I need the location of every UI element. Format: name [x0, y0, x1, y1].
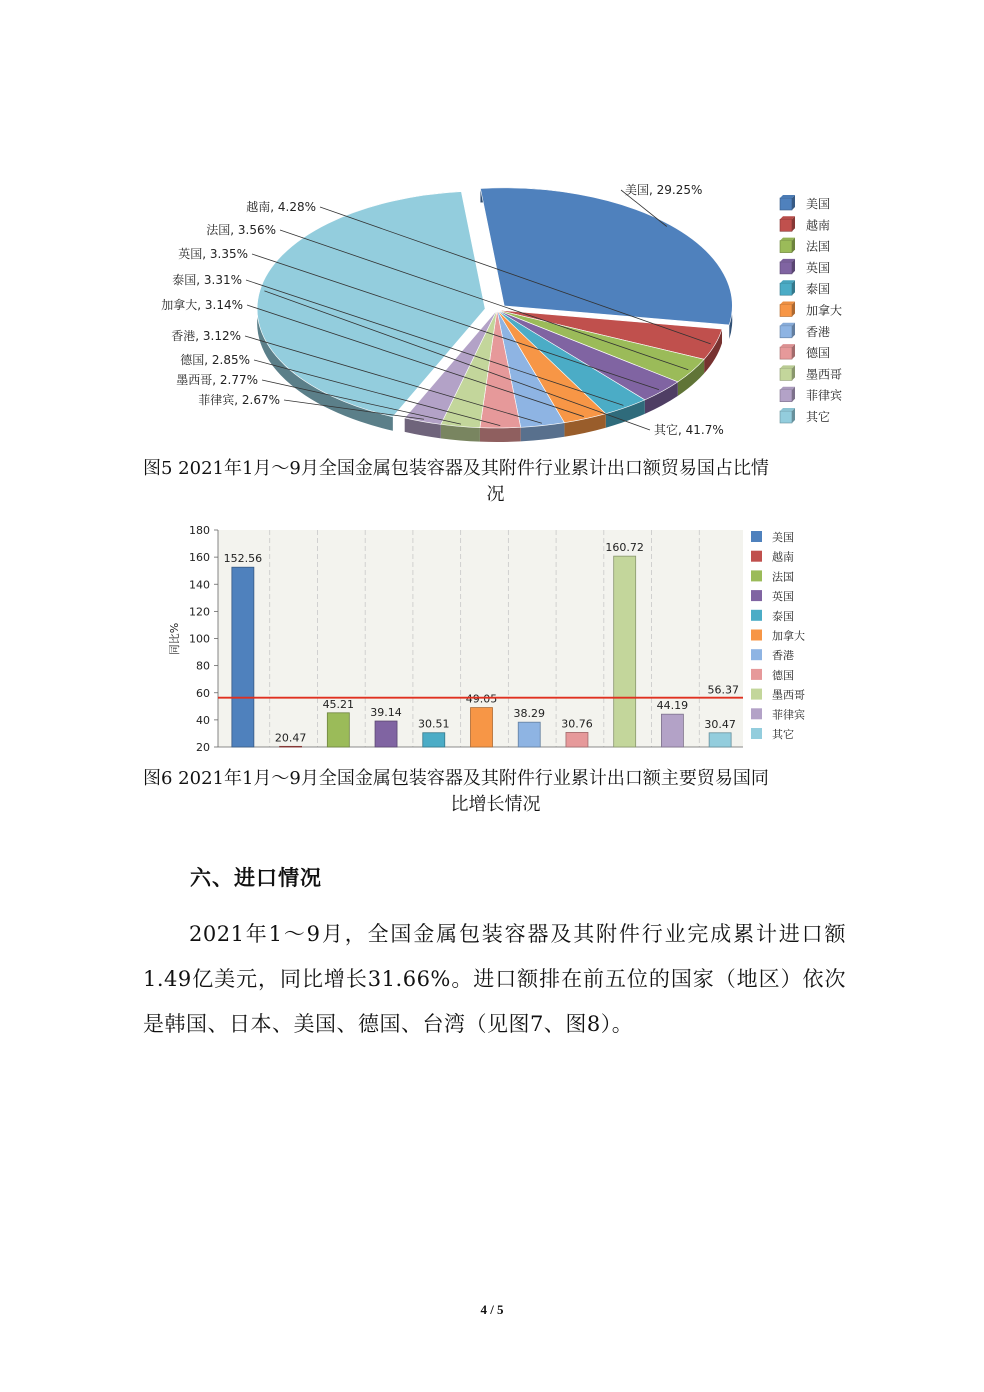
legend-swatch	[780, 198, 792, 210]
bar	[327, 713, 349, 747]
figure-6-caption	[143, 766, 848, 818]
bar-value-label: 30.47	[704, 717, 736, 731]
legend-label: 德国	[772, 668, 794, 682]
bar-value-label: 38.29	[513, 707, 545, 721]
pie-slice	[480, 188, 732, 325]
bar-chart	[160, 522, 850, 757]
pie-data-label: 越南, 4.28%	[246, 200, 316, 214]
section-heading: 六、进口情况	[190, 866, 322, 890]
y-tick-label: 180	[189, 524, 210, 537]
y-tick-label: 100	[189, 632, 210, 646]
legend-swatch	[751, 708, 762, 719]
pie-data-label: 美国, 29.25%	[625, 183, 703, 197]
bar-value-label: 45.21	[322, 697, 355, 711]
figure-6-caption-line2: 比增长情况	[450, 794, 541, 815]
pie-data-label: 泰国, 3.31%	[172, 273, 242, 287]
legend-swatch	[780, 347, 792, 359]
bar	[375, 721, 397, 747]
legend-swatch	[751, 551, 762, 562]
pie-data-label: 菲律宾, 2.67%	[198, 393, 280, 407]
bar	[661, 714, 683, 747]
legend-label: 菲律宾	[772, 708, 805, 722]
bar	[423, 733, 445, 747]
legend-swatch	[780, 326, 792, 338]
legend-label: 法国	[806, 239, 831, 254]
y-tick-label: 80	[196, 659, 210, 673]
y-tick-label: 140	[189, 578, 210, 592]
legend-label: 泰国	[806, 282, 831, 297]
figure-5-caption	[143, 456, 848, 508]
pie-data-label: 墨西哥, 2.77%	[176, 373, 258, 387]
legend-swatch	[780, 262, 792, 274]
pie-data-label: 法国, 3.56%	[206, 223, 276, 237]
legend-swatch	[780, 219, 792, 231]
legend-label: 菲律宾	[806, 388, 843, 403]
legend-swatch	[780, 411, 792, 423]
figure-5-caption-line1: 图5 2021年1月～9月全国金属包装容器及其附件行业累计出口额贸易国占比情	[143, 458, 769, 479]
bar-value-label: 30.76	[561, 717, 593, 731]
legend-label: 加拿大	[772, 629, 805, 643]
legend-label: 英国	[772, 590, 794, 604]
figure-6-caption-line1: 图6 2021年1月～9月全国金属包装容器及其附件行业累计出口额主要贸易国同	[143, 768, 769, 789]
page-number: 4 / 5	[480, 1302, 504, 1317]
bar-value-label: 39.14	[370, 706, 402, 720]
legend-swatch	[751, 689, 762, 700]
pie-data-label: 其它, 41.7%	[654, 423, 724, 437]
legend-swatch	[780, 390, 792, 402]
bar-value-label: 152.56	[223, 552, 263, 566]
section-paragraph: 2021年1～9月，全国金属包装容器及其附件行业完成累计进口额1.49亿美元，同比增长31.66%。进口额排在前五位的国家（地区）依次是韩国、日本、美国、德国、台湾（见图7、图8）。	[143, 922, 846, 1036]
legend-swatch	[780, 368, 792, 380]
legend-label: 泰国	[772, 609, 794, 623]
legend-label: 其它	[772, 728, 794, 741]
legend-label: 越南	[806, 218, 831, 233]
pie-data-label: 英国, 3.35%	[178, 247, 248, 261]
legend-label: 香港	[806, 324, 831, 339]
legend-label: 墨西哥	[772, 688, 805, 702]
legend-label: 德国	[806, 346, 831, 361]
bar	[232, 567, 254, 747]
y-tick-label: 40	[196, 713, 210, 727]
figure-5-caption-line2: 况	[486, 484, 505, 505]
legend-swatch	[751, 610, 762, 621]
legend-swatch	[780, 283, 792, 295]
legend-swatch	[751, 728, 762, 739]
bar	[614, 556, 636, 747]
bar	[566, 732, 588, 747]
bar	[280, 746, 302, 747]
pie-chart	[150, 170, 870, 450]
bar-value-label: 20.47	[274, 731, 307, 745]
bar	[471, 708, 493, 747]
y-tick-label: 160	[189, 551, 210, 565]
y-tick-label: 120	[189, 605, 210, 619]
pie-data-label: 加拿大, 3.14%	[161, 298, 243, 312]
bar-value-label: 49.05	[465, 692, 498, 706]
legend-label: 加拿大	[806, 303, 843, 318]
legend-label: 英国	[806, 260, 831, 275]
legend-swatch	[751, 570, 762, 581]
pie-data-label: 德国, 2.85%	[180, 353, 250, 367]
y-tick-label: 20	[196, 741, 210, 754]
bar	[518, 722, 540, 747]
legend-label: 香港	[772, 649, 794, 663]
reference-line-label: 56.37	[707, 683, 739, 697]
y-tick-label: 60	[196, 686, 210, 700]
pie-data-label: 香港, 3.12%	[171, 329, 241, 343]
pie-slice-side	[480, 427, 521, 442]
bar-value-label: 44.19	[656, 699, 689, 713]
bar-value-label: 30.51	[418, 717, 450, 731]
legend-swatch	[780, 305, 792, 317]
legend-swatch	[751, 669, 762, 680]
legend-swatch	[780, 241, 792, 253]
legend-swatch	[751, 649, 762, 660]
y-axis-label: 同比%	[168, 622, 181, 656]
legend-label: 法国	[772, 570, 794, 584]
bar	[709, 733, 731, 747]
bar-value-label: 160.72	[605, 541, 644, 555]
legend-label: 美国	[806, 197, 831, 211]
legend-label: 美国	[772, 531, 794, 544]
legend-swatch	[751, 531, 762, 542]
legend-label: 墨西哥	[806, 367, 843, 382]
legend-swatch	[751, 630, 762, 641]
legend-label: 越南	[772, 550, 794, 564]
legend-label: 其它	[806, 410, 831, 424]
legend-swatch	[751, 590, 762, 601]
